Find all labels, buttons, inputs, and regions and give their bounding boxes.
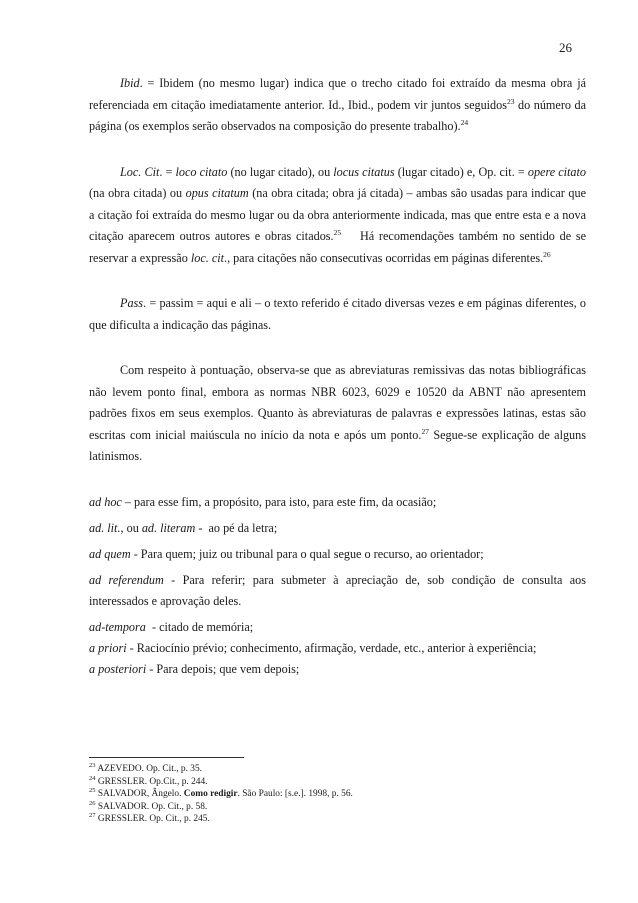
term-pass: Pass [120,296,144,310]
text-span: AZEVEDO. Op. Cit., p. 35. [95,764,203,774]
text-span: . = passim = aqui e ali – o texto referido é citado diversas vezes e em páginas diferentes, o que dificulta a indicação das páginas. [89,296,586,332]
latin-term-item [89,617,586,638]
italic-span: opus citatum [185,186,249,200]
spacer [89,138,586,162]
latin-term-item [89,544,586,565]
text-span: - Raciocínio prévio; conhecimento, afirmação, verdade, etc., anterior à experiência; [126,640,537,655]
italic-span: ad-tempora [89,619,146,634]
footnote-ref-26[interactable]: 26 [543,249,551,259]
latin-term-item [89,518,586,539]
text-span: - Para referir; para submeter à apreciação de, sob condição de consulta aos interessados e aprovação deles. [89,572,587,608]
superscript: 27 [89,812,96,819]
latin-terms-list [89,492,586,680]
text-span: . = [159,164,176,179]
italic-span: a priori [89,640,127,655]
spacer [89,468,586,492]
footnote-ref-24[interactable]: 24 [460,118,469,127]
italic-span: loco citato [175,164,228,179]
footnotes [89,763,586,826]
italic-span: ad quem [89,546,131,561]
latin-term-item [89,638,586,659]
term-ibid: Ibid [120,76,140,90]
book-title: Como redigir [183,789,238,799]
superscript: 26 [89,799,96,807]
text-span: GRESSLER. Op. Cit., p. 245. [95,814,210,824]
text-span: . São Paulo: [s.e.]. 1998, p. 56. [237,789,353,799]
footnote-ref-25[interactable]: 25 [333,228,342,237]
paragraph-pass [89,293,586,336]
italic-span: a posteriori [89,661,147,676]
italic-span: ad. lit. [89,520,121,535]
text-span: Há recomendações também no sentido de se reservar a expressão [89,229,590,265]
spacer [89,336,586,360]
term-loc-cit: Loc. Cit [120,164,160,179]
italic-span: locus citatus [333,164,395,179]
text-span: ., para citações não consecutivas ocorridas em páginas diferentes. [224,250,544,265]
footnote-26 [89,801,586,814]
text-span: (na obra citada; obra já citada) – ambas são usadas para indicar que a citação foi extraída do mesmo lugar ou da obra anteriormente indicada, mas que entre esta e a nova citação aparecem outros autores e obras citados. [89,186,586,243]
italic-span: ad hoc [89,494,122,509]
text-span: SALVADOR. Op. Cit., p. 58. [95,801,208,812]
spacer [89,269,586,293]
footnote-27 [89,813,586,826]
italic-span: opere citato [527,164,587,179]
footnote-separator [89,757,244,758]
text-span: (lugar citado) e, Op. cit. = [394,164,528,179]
text-span: - citado de memória; [145,619,254,634]
text-span: GRESSLER. Op.Cit., p. 244. [95,776,208,787]
text-span: (na obra citada) ou [89,186,186,200]
body-text [89,73,590,680]
text-span: , ou [120,520,142,535]
paragraph-pontuacao [89,360,586,468]
footnote-ref-27[interactable]: 27 [421,426,429,436]
latin-term-item [89,659,586,680]
footnote-25 [89,788,586,801]
page-number: 26 [559,40,572,55]
text-span: - Para quem; juiz ou tribunal para o qual segue o recurso, ao orientador; [130,546,484,561]
latin-term-item [89,492,586,513]
footnote-23 [89,763,586,776]
italic-span: ad. literam [141,520,196,535]
latin-term-item [89,570,586,612]
superscript: 25 [89,787,96,794]
paragraph-loc-cit [89,162,590,270]
text-span: do número da página (os exemplos serão observados na composição do presente trabalho). [89,97,586,133]
superscript: 24 [89,774,96,782]
superscript: 23 [89,762,96,769]
text-span: Com respeito à pontuação, observa-se que as abreviaturas remissivas das notas bibliográficas não levem ponto final, embora as normas NBR 6023, 6029 e 10520 da ABNT não apresentem padrões fixos em seus exemplos. Quanto às abreviaturas de palavras e expressões latinas, estas são escritas com inicial maiúscula no início da nota e após um ponto. [89,363,586,442]
text-span: . = Ibidem (no mesmo lugar) indica que o trecho citado foi extraído da mesma obra já referenciada em citação imediatamente anterior. Id., Ibid., podem vir juntos seguidos [89,76,586,112]
footnote-ref-23[interactable]: 23 [507,96,515,106]
footnote-24 [89,776,586,789]
text-span: – para esse fim, a propósito, para isto, para este fim, da ocasião; [121,494,437,509]
text-span: - Para depois; que vem depois; [146,661,300,676]
text-span: - ao pé da letra; [195,520,278,535]
text-span: Segue-se explicação de alguns latinismos. [89,427,586,463]
paragraph-ibid [89,73,586,138]
italic-span: loc. cit [190,250,225,265]
text-span: (no lugar citado), ou [227,164,334,179]
text-span: SALVADOR, Ângelo. [95,789,184,799]
italic-span: ad referendum [89,572,164,587]
